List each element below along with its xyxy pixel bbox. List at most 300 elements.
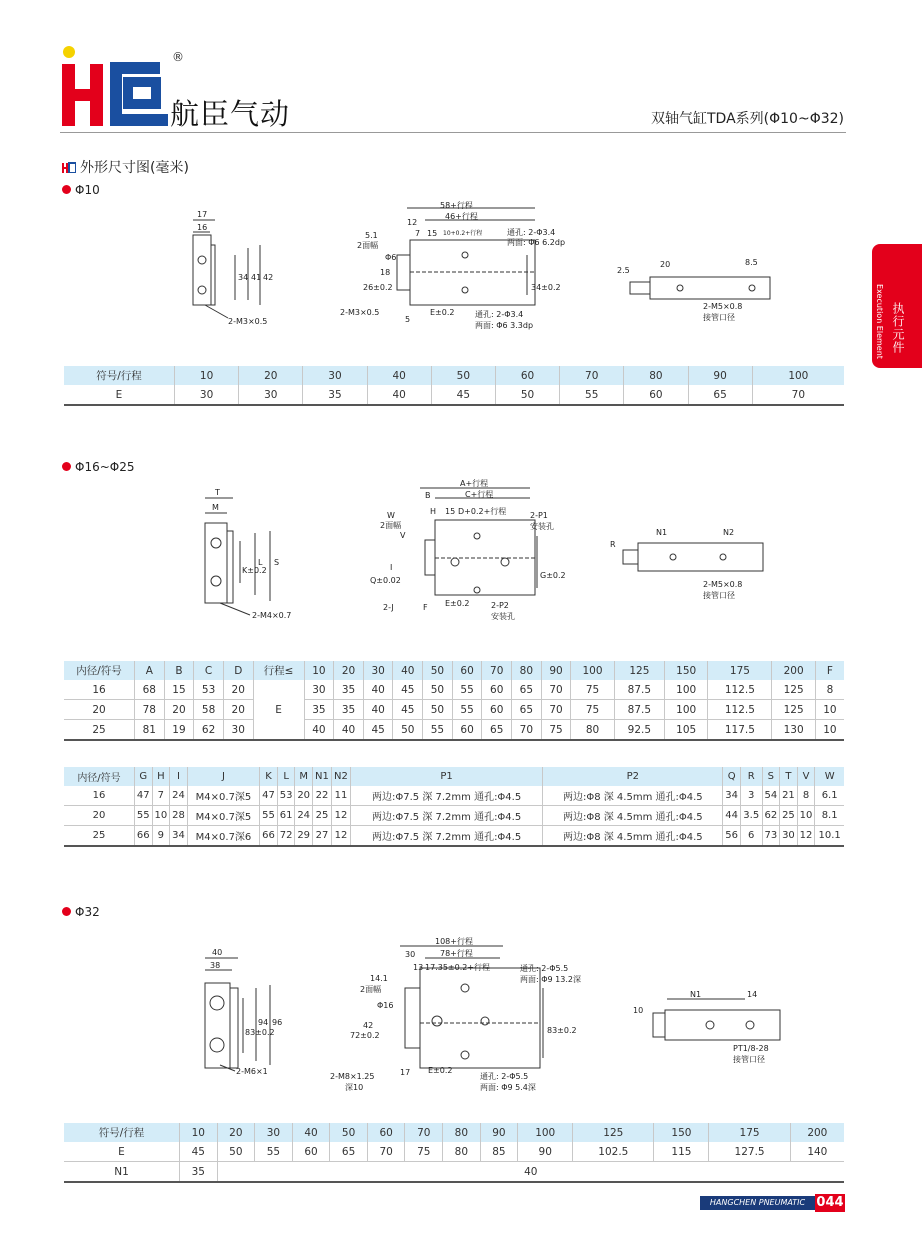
td: 20 — [295, 786, 313, 806]
dim-18: 18 — [380, 268, 391, 277]
td: 50 — [495, 385, 559, 405]
dim-a: A+行程 — [460, 479, 489, 488]
dim-port-16: 接管口径 — [703, 591, 735, 600]
header-divider — [60, 132, 846, 133]
phi10-label-text: Φ10 — [75, 183, 100, 197]
td: 34 — [723, 786, 741, 806]
td: 115 — [654, 1142, 709, 1162]
dim-42: 42 — [263, 273, 274, 282]
dim-78: 78+行程 — [440, 949, 473, 958]
side-tab — [872, 244, 922, 368]
hole-32-1b: 两面: Φ9 13.2深 — [520, 975, 581, 984]
dim-17-35: 17.35±0.2+行程 — [425, 963, 491, 972]
dim-13: 13 — [413, 963, 424, 972]
td: 6 — [740, 826, 762, 847]
td: 30 — [304, 680, 334, 700]
td: 6.1 — [815, 786, 844, 806]
td: 112.5 — [708, 680, 772, 700]
phi32-port-view — [625, 985, 785, 1070]
dim-8-5: 8.5 — [745, 258, 758, 267]
dim-t: T — [215, 488, 220, 497]
td: 24 — [295, 806, 313, 826]
td: 10 — [797, 806, 815, 826]
td: 40 — [367, 385, 431, 405]
td: 44 — [723, 806, 741, 826]
td: 34 — [170, 826, 188, 847]
td: 58 — [194, 700, 224, 720]
td: 117.5 — [708, 720, 772, 741]
td: 35 — [303, 385, 367, 405]
dim-p2a: 2-P2 — [491, 601, 509, 610]
th: 100 — [571, 661, 614, 680]
td: 54 — [762, 786, 780, 806]
td: 130 — [772, 720, 815, 741]
td: 65 — [330, 1142, 368, 1162]
td: 70 — [752, 385, 844, 405]
td: 45 — [180, 1142, 218, 1162]
td: 45 — [363, 720, 393, 741]
td: 10.1 — [815, 826, 844, 847]
side-tab-cn: 执行元件 — [891, 302, 905, 354]
th: 10 — [175, 366, 239, 385]
td: 50 — [393, 720, 423, 741]
section-title-text: 外形尺寸图(毫米) — [80, 160, 189, 176]
td: 40 — [363, 700, 393, 720]
td: 55 — [452, 700, 482, 720]
dim-f: F — [423, 603, 428, 612]
td: 60 — [292, 1142, 330, 1162]
dim-p2b: 安装孔 — [491, 612, 515, 621]
phi10-side-view — [335, 200, 595, 335]
dim-5: 5 — [405, 315, 411, 324]
td: 20 — [223, 700, 253, 720]
phi10-port-view — [615, 255, 775, 325]
th: 100 — [752, 366, 844, 385]
td: E — [64, 385, 175, 405]
td: 25 — [64, 720, 135, 741]
td: 60 — [482, 700, 512, 720]
th: B — [164, 661, 194, 680]
dim-m5: 2-M5×0.8 — [703, 302, 743, 311]
th: 30 — [255, 1123, 293, 1142]
phi32-side-view — [325, 933, 605, 1098]
hole-32-2b: 两面: Φ9 5.4深 — [480, 1083, 536, 1092]
section-title — [62, 157, 189, 177]
dim-30: 30 — [405, 950, 416, 959]
th: V — [797, 767, 815, 786]
dim-26: 26±0.2 — [363, 283, 393, 292]
td: 105 — [665, 720, 708, 741]
td: 65 — [512, 700, 542, 720]
td: 8.1 — [815, 806, 844, 826]
th: 90 — [541, 661, 571, 680]
td-e-merged: E — [253, 680, 304, 740]
td: 两边:Φ8 深 4.5mm 通孔:Φ4.5 — [543, 786, 723, 806]
th: P2 — [543, 767, 723, 786]
th: 内径/符号 — [64, 661, 135, 680]
side-tab-en: Execution Element — [875, 284, 884, 359]
th: 80 — [443, 1123, 481, 1142]
th: 40 — [367, 366, 431, 385]
td: 70 — [541, 700, 571, 720]
dim-58: 58+行程 — [440, 201, 473, 210]
td: 100 — [665, 700, 708, 720]
td: 66 — [135, 826, 153, 847]
phi32-table — [64, 1123, 844, 1183]
dim-16: 16 — [197, 223, 208, 232]
th: 20 — [334, 661, 364, 680]
th: P1 — [350, 767, 542, 786]
series-title: 双轴气缸TDA系列(Φ10~Φ32) — [651, 111, 844, 127]
dim-17: 17 — [197, 210, 208, 219]
td: 两边:Φ7.5 深 7.2mm 通孔:Φ4.5 — [350, 826, 542, 847]
td: 85 — [480, 1142, 518, 1162]
dim-e: E±0.2 — [430, 308, 455, 317]
td: 87.5 — [614, 700, 664, 720]
dim-108: 108+行程 — [435, 937, 473, 946]
th: 60 — [452, 661, 482, 680]
td: 62 — [194, 720, 224, 741]
th: C — [194, 661, 224, 680]
th: 40 — [393, 661, 423, 680]
td: 75 — [571, 680, 614, 700]
dim-p1a: 2-P1 — [530, 511, 548, 520]
td: 35 — [304, 700, 334, 720]
th: F — [815, 661, 844, 680]
hole-2b: 两面: Φ6 3.3dp — [475, 321, 534, 330]
dim-17: 17 — [400, 1068, 411, 1077]
td: 两边:Φ8 深 4.5mm 通孔:Φ4.5 — [543, 806, 723, 826]
th: 100 — [518, 1123, 573, 1142]
td: 22 — [312, 786, 331, 806]
registered-mark: ® — [172, 50, 184, 64]
dim-v: V — [400, 531, 406, 540]
td: 两边:Φ7.5 深 7.2mm 通孔:Φ4.5 — [350, 806, 542, 826]
td: 30 — [175, 385, 239, 405]
th: N2 — [331, 767, 350, 786]
dim-34: 34 — [238, 273, 249, 282]
th: 125 — [614, 661, 664, 680]
th: 125 — [573, 1123, 654, 1142]
th: 40 — [292, 1123, 330, 1142]
th: 30 — [303, 366, 367, 385]
th: G — [135, 767, 153, 786]
td: 55 — [560, 385, 624, 405]
dim-40: 40 — [212, 948, 223, 957]
td: 47 — [260, 786, 278, 806]
td: 53 — [194, 680, 224, 700]
dim-38: 38 — [210, 961, 221, 970]
td: 20 — [64, 806, 135, 826]
dim-q: Q±0.02 — [370, 576, 401, 585]
th: 20 — [217, 1123, 255, 1142]
td: 80 — [571, 720, 614, 741]
th: 90 — [688, 366, 752, 385]
dim-15: 15 — [427, 229, 438, 238]
dim-e16: E±0.2 — [445, 599, 470, 608]
td: 47 — [135, 786, 153, 806]
th: L — [277, 767, 295, 786]
th: Q — [723, 767, 741, 786]
phi10-table — [64, 366, 844, 406]
dim-d: D+0.2+行程 — [458, 507, 507, 516]
td: 112.5 — [708, 700, 772, 720]
dim-g: G±0.2 — [540, 571, 566, 580]
th: T — [780, 767, 798, 786]
dim-r: R — [610, 540, 616, 549]
td: 20 — [164, 700, 194, 720]
td: 70 — [512, 720, 542, 741]
td: 65 — [482, 720, 512, 741]
th: D — [223, 661, 253, 680]
td: M4×0.7深5 — [187, 806, 260, 826]
td: M4×0.7深6 — [187, 826, 260, 847]
dim-14: 14 — [747, 990, 758, 999]
dim-2-5: 2.5 — [617, 266, 630, 275]
th: 200 — [790, 1123, 844, 1142]
bullet-icon — [62, 462, 71, 471]
th: 60 — [495, 366, 559, 385]
th: 80 — [512, 661, 542, 680]
td: 30 — [780, 826, 798, 847]
td: 35 — [334, 700, 364, 720]
td: 9 — [152, 826, 170, 847]
dim-83-side: 83±0.2 — [547, 1026, 577, 1035]
td: 45 — [393, 680, 423, 700]
dim-7: 7 — [415, 229, 421, 238]
th: I — [170, 767, 188, 786]
td: 25 — [64, 826, 135, 847]
td: 55 — [452, 680, 482, 700]
th: 50 — [330, 1123, 368, 1142]
td: 125 — [772, 680, 815, 700]
td: 30 — [239, 385, 303, 405]
td: 55 — [255, 1142, 293, 1162]
phi32-end-view — [190, 943, 300, 1083]
phi16-label — [62, 460, 134, 474]
dim-94: 94 — [258, 1018, 269, 1027]
th: 内径/符号 — [64, 767, 135, 786]
dim-j: 2-J — [383, 603, 394, 612]
mini-logo-icon — [62, 161, 76, 173]
td: 30 — [223, 720, 253, 741]
th: 175 — [709, 1123, 790, 1142]
th: M — [295, 767, 313, 786]
td: 12 — [797, 826, 815, 847]
td: 两边:Φ8 深 4.5mm 通孔:Φ4.5 — [543, 826, 723, 847]
hole-1b: 两面: Φ6 6.2dp — [507, 238, 566, 247]
dim-w2: 2面幅 — [380, 521, 402, 530]
td: 73 — [762, 826, 780, 847]
td: 60 — [624, 385, 688, 405]
page-number: 044 — [816, 1195, 844, 1210]
th: 70 — [405, 1123, 443, 1142]
dim-deep: 深10 — [345, 1083, 364, 1092]
phi16-table-1 — [64, 661, 844, 741]
td: 40 — [363, 680, 393, 700]
td: 125 — [772, 700, 815, 720]
dim-m3: 2-M3×0.5 — [228, 317, 268, 326]
dim-m8: 2-M8×1.25 — [330, 1072, 375, 1081]
td: 75 — [541, 720, 571, 741]
td: 10 — [815, 700, 844, 720]
phi16-end-view — [190, 483, 300, 623]
td: 40 — [334, 720, 364, 741]
th: W — [815, 767, 844, 786]
dim-14-1: 14.1 — [370, 974, 388, 983]
dim-h: H — [430, 507, 437, 516]
hole-32-1a: 通孔: 2-Φ5.5 — [520, 964, 569, 973]
bullet-icon — [62, 185, 71, 194]
td: 8 — [815, 680, 844, 700]
brand-name: 航臣气动 — [170, 97, 291, 131]
th: N1 — [312, 767, 331, 786]
dim-96: 96 — [272, 1018, 283, 1027]
td: 65 — [512, 680, 542, 700]
td: 20 — [223, 680, 253, 700]
td: 25 — [780, 806, 798, 826]
th: 10 — [304, 661, 334, 680]
td: 12 — [331, 806, 350, 826]
td: 80 — [443, 1142, 481, 1162]
th: 10 — [180, 1123, 218, 1142]
th: A — [135, 661, 165, 680]
td: 102.5 — [573, 1142, 654, 1162]
td: 60 — [452, 720, 482, 741]
dim-b: B — [425, 491, 431, 500]
td: 140 — [790, 1142, 844, 1162]
td: 50 — [217, 1142, 255, 1162]
dim-port: 接管口径 — [703, 313, 735, 322]
td: 50 — [423, 700, 453, 720]
dim-l: L — [258, 558, 263, 567]
td: 72 — [277, 826, 295, 847]
dim-41: 41 — [251, 273, 262, 282]
th: 90 — [480, 1123, 518, 1142]
dim-10-32: 10 — [633, 1006, 644, 1015]
dim-k: K±0.2 — [242, 566, 267, 575]
dim-83: 83±0.2 — [245, 1028, 275, 1037]
td: 78 — [135, 700, 165, 720]
hole-32-2a: 通孔: 2-Φ5.5 — [480, 1072, 529, 1081]
td: 8 — [797, 786, 815, 806]
th: 符号/行程 — [64, 366, 175, 385]
td: 50 — [423, 680, 453, 700]
td: 10 — [815, 720, 844, 741]
td: 两边:Φ7.5 深 7.2mm 通孔:Φ4.5 — [350, 786, 542, 806]
td: 55 — [135, 806, 153, 826]
td: 16 — [64, 786, 135, 806]
th: 200 — [772, 661, 815, 680]
dim-phi16: Φ16 — [377, 1001, 394, 1010]
hole-1a: 通孔: 2-Φ3.4 — [507, 228, 556, 237]
phi16-side-view — [365, 478, 565, 623]
dim-n1-32: N1 — [690, 990, 702, 999]
th: J — [187, 767, 260, 786]
dim-p1b: 安装孔 — [530, 522, 554, 531]
dim-m4: 2-M4×0.7 — [252, 611, 292, 620]
dim-5-1: 5.1 — [365, 231, 378, 240]
dim-12: 12 — [407, 218, 418, 227]
phi16-table-2 — [64, 767, 844, 847]
td: 27 — [312, 826, 331, 847]
td: 53 — [277, 786, 295, 806]
dim-port-32: 接管口径 — [733, 1055, 765, 1064]
td: 68 — [135, 680, 165, 700]
td: 3.5 — [740, 806, 762, 826]
td: E — [64, 1142, 180, 1162]
td: 65 — [688, 385, 752, 405]
td: 70 — [541, 680, 571, 700]
dim-m6: 2-M6×1 — [236, 1067, 268, 1076]
td: M4×0.7深5 — [187, 786, 260, 806]
th: S — [762, 767, 780, 786]
th: H — [152, 767, 170, 786]
td: 60 — [482, 680, 512, 700]
td: 87.5 — [614, 680, 664, 700]
dim-46: 46+行程 — [445, 212, 478, 221]
dim-10: 10+0.2+行程 — [443, 230, 483, 237]
td: 20 — [64, 700, 135, 720]
td: 92.5 — [614, 720, 664, 741]
td: 55 — [260, 806, 278, 826]
td: 81 — [135, 720, 165, 741]
td: 19 — [164, 720, 194, 741]
td: 127.5 — [709, 1142, 790, 1162]
td: 24 — [170, 786, 188, 806]
phi16-port-view — [608, 525, 768, 605]
dim-72: 72±0.2 — [350, 1031, 380, 1040]
dim-phi6: Φ6 — [385, 253, 397, 262]
dim-2w: 2面幅 — [357, 241, 379, 250]
th: 20 — [239, 366, 303, 385]
dim-2w-32: 2面幅 — [360, 985, 382, 994]
td: 70 — [367, 1142, 405, 1162]
dim-n2: N2 — [723, 528, 735, 537]
td: 28 — [170, 806, 188, 826]
td: 11 — [331, 786, 350, 806]
th: 行程≤ — [253, 661, 304, 680]
dim-34-side: 34±0.2 — [531, 283, 561, 292]
th: R — [740, 767, 762, 786]
dim-e32: E±0.2 — [428, 1066, 453, 1075]
th: 150 — [654, 1123, 709, 1142]
th: 70 — [560, 366, 624, 385]
phi16-label-text: Φ16~Φ25 — [75, 460, 135, 474]
td: 7 — [152, 786, 170, 806]
td: 29 — [295, 826, 313, 847]
phi10-end-view — [180, 200, 280, 330]
th: 70 — [482, 661, 512, 680]
td: 35 — [180, 1162, 218, 1183]
phi10-label — [62, 183, 100, 197]
dim-m5-16: 2-M5×0.8 — [703, 580, 743, 589]
dim-20: 20 — [660, 260, 671, 269]
phi32-label-text: Φ32 — [75, 905, 100, 919]
td: 21 — [780, 786, 798, 806]
dim-i: I — [390, 563, 393, 572]
td: 25 — [312, 806, 331, 826]
td: 10 — [152, 806, 170, 826]
td: 62 — [762, 806, 780, 826]
th: 50 — [431, 366, 495, 385]
dim-w: W — [387, 511, 395, 520]
phi32-label — [62, 905, 100, 919]
dim-c: C+行程 — [465, 490, 494, 499]
td: 61 — [277, 806, 295, 826]
dim-pt: PT1/8-28 — [733, 1044, 769, 1053]
td: 75 — [571, 700, 614, 720]
